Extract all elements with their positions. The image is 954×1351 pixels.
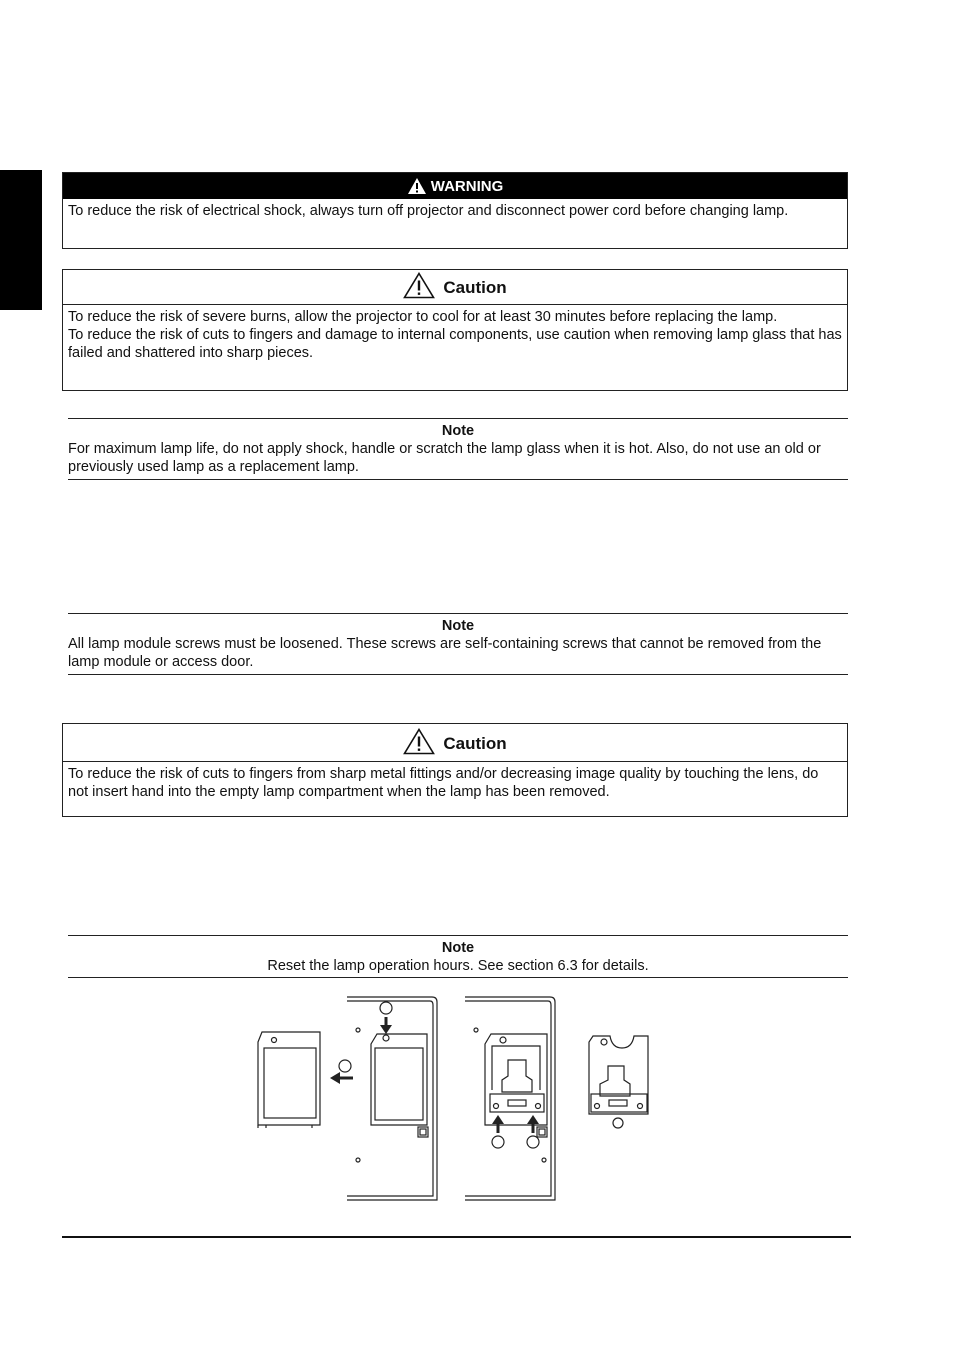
section-edge-tab (0, 170, 42, 310)
note-reset (68, 935, 848, 978)
note-lamp-life-label: Note (441, 423, 475, 439)
caution-burns-box (62, 269, 848, 391)
note-lamp-life (68, 418, 848, 480)
note-reset-label: Note (441, 940, 475, 956)
note-lamp-life-text: For maximum lamp life, do not apply shock, handle or scratch the lamp glass when it is hot. Also, do not use an old or previously used lamp as a replacement lamp. (68, 441, 821, 475)
lamp-module-drawing (589, 1036, 648, 1128)
projector-with-door-drawing (347, 997, 437, 1200)
warning-label: WARNING (430, 178, 504, 195)
step-marker-circle (380, 1002, 392, 1014)
caution-compartment-header (63, 724, 847, 762)
caution-compartment-box (62, 723, 848, 817)
caution-compartment-text: To reduce the risk of cuts to fingers from sharp metal fittings and/or decreasing image quality by touching the lens, do not insert hand into the empty lamp compartment when the lamp has been removed. (68, 766, 819, 800)
warning-box (62, 172, 848, 249)
caution-burns-line1: To reduce the risk of severe burns, allow the projector to cool for at least 30 minutes before replacing the lamp. (68, 309, 778, 325)
lamp-replacement-illustration (240, 990, 660, 1210)
warning-header (63, 173, 847, 199)
note-reset-text: Reset the lamp operation hours. See section 6.3 for details. (267, 958, 649, 974)
note-screws-text: All lamp module screws must be loosened. These screws are self-containing screws that cannot be removed from the lamp module or access door. (68, 636, 822, 670)
access-door-drawing (258, 1032, 320, 1128)
caution-burns-line2: To reduce the risk of cuts to fingers and damage to internal components, use caution when removing lamp glass that has failed and shattered into sharp pieces. (68, 327, 842, 361)
caution-burns-text (63, 305, 847, 362)
warning-text: To reduce the risk of electrical shock, always turn off projector and disconnect power cord before changing lamp. (68, 203, 789, 219)
step-marker-circle (492, 1136, 504, 1148)
projector-lamp-exposed-drawing (465, 997, 555, 1200)
note-screws-label: Note (441, 618, 475, 634)
caution-triangle-icon (403, 728, 435, 755)
caution-burns-label: Caution (443, 278, 507, 297)
caution-compartment-label: Caution (443, 734, 507, 753)
footer-rule (62, 1236, 851, 1238)
note-screws (68, 613, 848, 675)
caution-triangle-icon (403, 272, 435, 299)
step-marker-circle (613, 1118, 623, 1128)
step-marker-circle (527, 1136, 539, 1148)
step-marker-circle (339, 1060, 351, 1072)
caution-burns-header (63, 270, 847, 305)
warning-triangle-icon (407, 177, 427, 195)
